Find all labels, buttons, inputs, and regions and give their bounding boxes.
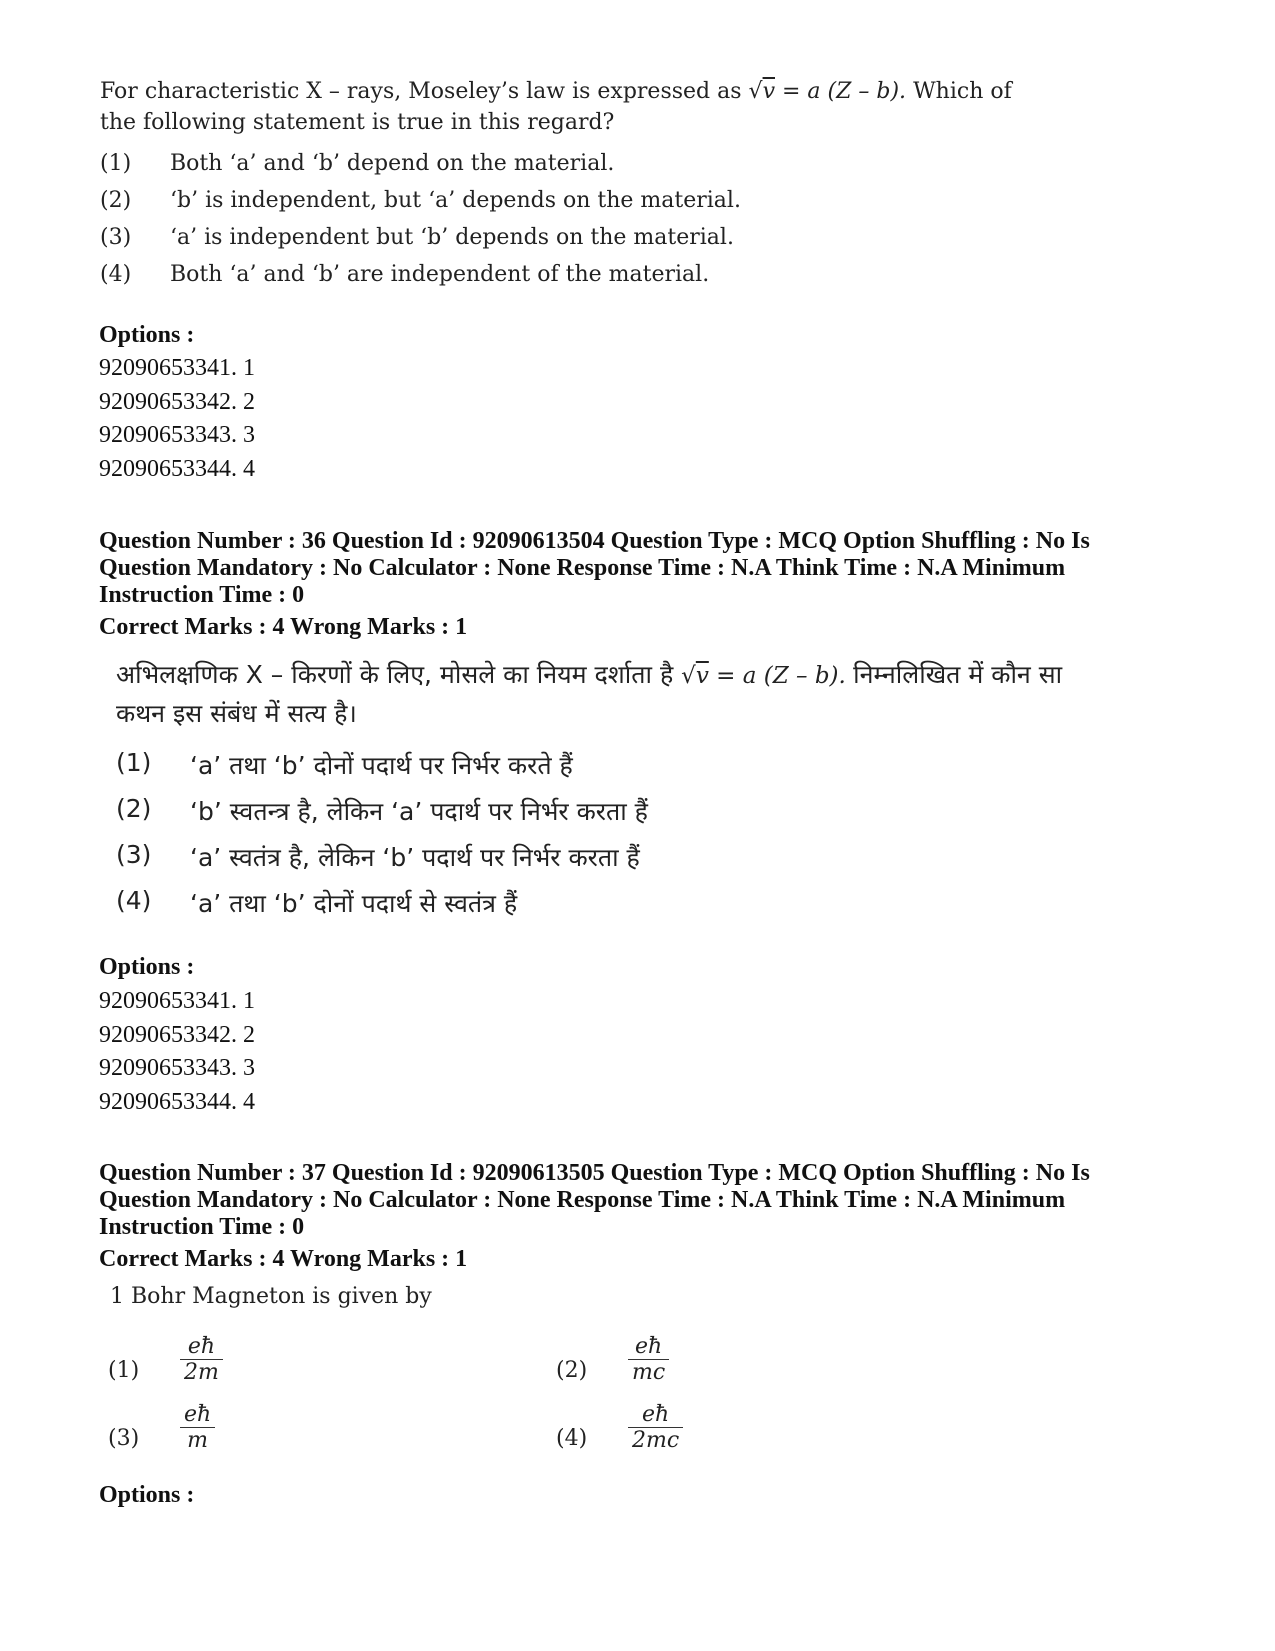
choice-number: (4) <box>100 262 132 287</box>
nu-symbol: v <box>695 663 709 689</box>
choice-text: ‘a’ स्वतंत्र है, लेकिन ‘b’ पदार्थ पर निर्भर करता हैं <box>190 843 640 872</box>
choice-text: ‘a’ तथा ‘b’ दोनों पदार्थ पर निर्भर करते हैं <box>190 751 573 780</box>
options-heading: Options : <box>99 1482 195 1508</box>
nu-symbol: v <box>762 79 775 104</box>
choice-row <box>100 259 1080 296</box>
choice-number: (2) <box>100 188 132 213</box>
choice-text: Both ‘a’ and ‘b’ are independent of the material. <box>170 262 710 287</box>
choice-number: (4) <box>116 886 152 915</box>
option-id-item: 92090653341. 1 <box>99 355 255 381</box>
option-id-item: 92090653342. 2 <box>99 388 255 415</box>
choice-number: (1) <box>116 748 152 777</box>
choice-row <box>100 148 1080 185</box>
fraction-denominator: 2m <box>184 1360 219 1385</box>
fraction <box>180 1334 223 1385</box>
meta-line: Instruction Time : 0 <box>99 582 305 608</box>
fraction-numerator: eħ <box>180 1334 223 1360</box>
choice-text: ‘a’ is independent but ‘b’ depends on the material. <box>170 225 734 250</box>
sqrt-symbol: √ <box>681 663 696 689</box>
option-id-list <box>99 352 255 486</box>
option-id-item: 92090653344. 4 <box>99 1088 255 1115</box>
fraction <box>628 1334 669 1385</box>
question-stem-line2: the following statement is true in this regard? <box>100 110 615 135</box>
choice-text: ‘b’ स्वतन्त्र है, लेकिन ‘a’ पदार्थ पर निर्भर करता हैं <box>190 797 648 826</box>
question-stem-line2: कथन इस संबंध में सत्य है। <box>116 699 357 728</box>
choice-number: (3) <box>108 1426 140 1451</box>
formula-rest: = a (Z – b). <box>782 79 907 104</box>
choice-text: ‘b’ is independent, but ‘a’ depends on the material. <box>170 188 741 213</box>
question-stem-text-end: Which of <box>913 79 1012 104</box>
question-36-meta <box>99 528 1159 641</box>
question-36-body <box>116 656 1116 932</box>
question-37-stem: 1 Bohr Magneton is given by <box>110 1284 432 1309</box>
question-36-stem <box>116 656 1116 732</box>
choice-row <box>116 886 1116 932</box>
question-35-body <box>100 76 1080 296</box>
fraction <box>180 1402 215 1453</box>
marks-line: Correct Marks : 4 Wrong Marks : 1 <box>99 614 468 640</box>
choice-row <box>116 840 1116 886</box>
choice-number: (2) <box>556 1358 588 1383</box>
choice-row <box>100 222 1080 259</box>
moseley-formula <box>681 663 853 689</box>
fraction-denominator: 2mc <box>632 1428 680 1453</box>
option-id-item: 92090653341. 1 <box>99 988 255 1014</box>
question-36-choices <box>116 748 1116 932</box>
choice-text: Both ‘a’ and ‘b’ depend on the material. <box>170 151 615 176</box>
sqrt-symbol: √ <box>748 79 763 104</box>
fraction-numerator: eħ <box>628 1402 683 1428</box>
meta-line: Question Number : 36 Question Id : 92090613504 Question Type : MCQ Option Shuffling : No Is <box>99 528 1090 554</box>
choice-number: (3) <box>116 840 152 869</box>
meta-line: Question Mandatory : No Calculator : None Response Time : N.A Think Time : N.A Minimum <box>99 555 1066 581</box>
fraction <box>628 1402 683 1453</box>
choice-row <box>116 794 1116 840</box>
fraction-numerator: eħ <box>628 1334 669 1360</box>
option-id-item: 92090653344. 4 <box>99 455 255 482</box>
choice-number: (3) <box>100 225 132 250</box>
formula-rest: = a (Z – b). <box>716 663 846 689</box>
question-stem-text-end: निम्नलिखित में कौन सा <box>853 660 1063 689</box>
fraction-numerator: eħ <box>180 1402 215 1428</box>
marks-line: Correct Marks : 4 Wrong Marks : 1 <box>99 1246 468 1272</box>
choice-row <box>116 748 1116 794</box>
option-id-item: 92090653343. 3 <box>99 422 255 448</box>
fraction-denominator: mc <box>632 1360 666 1385</box>
choice-text: ‘a’ तथा ‘b’ दोनों पदार्थ से स्वतंत्र हैं <box>190 889 518 918</box>
option-id-item: 92090653342. 2 <box>99 1021 255 1048</box>
choice-number: (1) <box>108 1358 140 1383</box>
question-37-meta <box>99 1160 1159 1273</box>
choice-number: (4) <box>556 1426 588 1451</box>
question-stem-text: अभिलक्षणिक X – किरणों के लिए, मोसले का नियम दर्शाता है <box>116 660 674 689</box>
meta-line: Question Number : 37 Question Id : 92090613505 Question Type : MCQ Option Shuffling : No Is <box>99 1160 1090 1186</box>
choice-number: (1) <box>100 151 132 176</box>
option-id-list <box>99 985 255 1119</box>
question-35-stem <box>100 76 1080 138</box>
question-stem-text: For characteristic X – rays, Moseley’s law is expressed as <box>100 79 742 104</box>
question-35-choices <box>100 148 1080 296</box>
choice-row <box>100 185 1080 222</box>
choice-number: (2) <box>116 794 152 823</box>
options-heading: Options : <box>99 322 195 348</box>
meta-line: Question Mandatory : No Calculator : None Response Time : N.A Think Time : N.A Minimum <box>99 1187 1066 1213</box>
moseley-formula <box>749 79 914 104</box>
fraction-denominator: m <box>187 1428 209 1453</box>
meta-line: Instruction Time : 0 <box>99 1214 305 1240</box>
option-id-item: 92090653343. 3 <box>99 1055 255 1081</box>
options-heading: Options : <box>99 954 195 980</box>
